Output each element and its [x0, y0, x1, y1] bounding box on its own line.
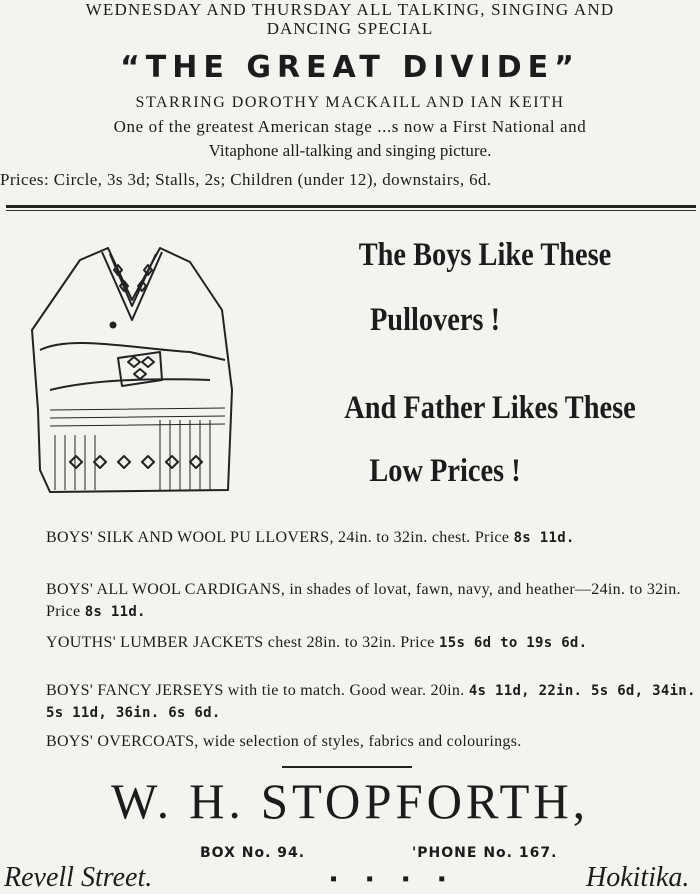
divider-rule-thin [6, 210, 696, 211]
shop-box: BOX No. 94. [200, 845, 306, 861]
film-description-1: One of the greatest American stage ...s now a First National and [113, 117, 587, 136]
headline-line-4: Low Prices ! [369, 453, 521, 489]
headline-line-3: And Father Likes These [344, 390, 636, 426]
pullover-sweater-icon [10, 240, 260, 510]
shop-name: W. H. STOPFORTH, [111, 773, 589, 829]
item-price: 8s 11d. [513, 530, 575, 546]
list-item: YOUTHS' LUMBER JACKETS chest 28in. to 32in. Price 15s 6d to 19s 6d. [46, 634, 588, 651]
film-starring: STARRING DOROTHY MACKAILL AND IAN KEITH [135, 94, 565, 111]
shop-phone: 'PHONE No. 167. [412, 845, 558, 861]
shop-town: Hokitika. [586, 862, 690, 893]
decorative-dots: ▪ ▪ ▪ ▪ [330, 868, 458, 890]
list-item: BOYS' FANCY JERSEYS with tie to match. Good wear. 20in. 4s 11d, 22in. 5s 6d, 34in. 5s 11d, 36in. 6s 6d. [46, 682, 696, 721]
film-description-2: Vitaphone all-talking and singing picture. [208, 141, 492, 160]
list-item: BOYS' ALL WOOL CARDIGANS, in shades of lovat, fawn, navy, and heather—24in. to 32in. Price 8s 11d. [46, 581, 681, 620]
list-item: BOYS' OVERCOATS, wide selection of styles, fabrics and colourings. [46, 733, 522, 750]
short-divider [282, 766, 412, 768]
item-price: 8s 11d. [84, 604, 146, 620]
shop-street: Revell Street. [4, 862, 153, 893]
headline-line-1: The Boys Like These [358, 237, 612, 273]
item-price: 4s 11d, 22in. 5s 6d, 34in. 5s 11d, 36in. 6s 6d. [46, 683, 696, 721]
film-prices: Prices: Circle, 3s 3d; Stalls, 2s; Children (under 12), downstairs, 6d. [0, 170, 492, 189]
film-title: “THE GREAT DIVIDE” [120, 50, 580, 85]
headline-line-2: Pullovers ! [369, 302, 501, 338]
item-price: 15s 6d to 19s 6d. [439, 635, 588, 651]
divider-rule [6, 205, 696, 208]
list-item: BOYS' SILK AND WOOL PU LLOVERS, 24in. to 32in. chest. Price 8s 11d. [46, 529, 575, 546]
cinema-line-2: DANCING SPECIAL [266, 19, 434, 38]
cinema-line-1: WEDNESDAY AND THURSDAY ALL TALKING, SINGING AND [85, 0, 615, 19]
